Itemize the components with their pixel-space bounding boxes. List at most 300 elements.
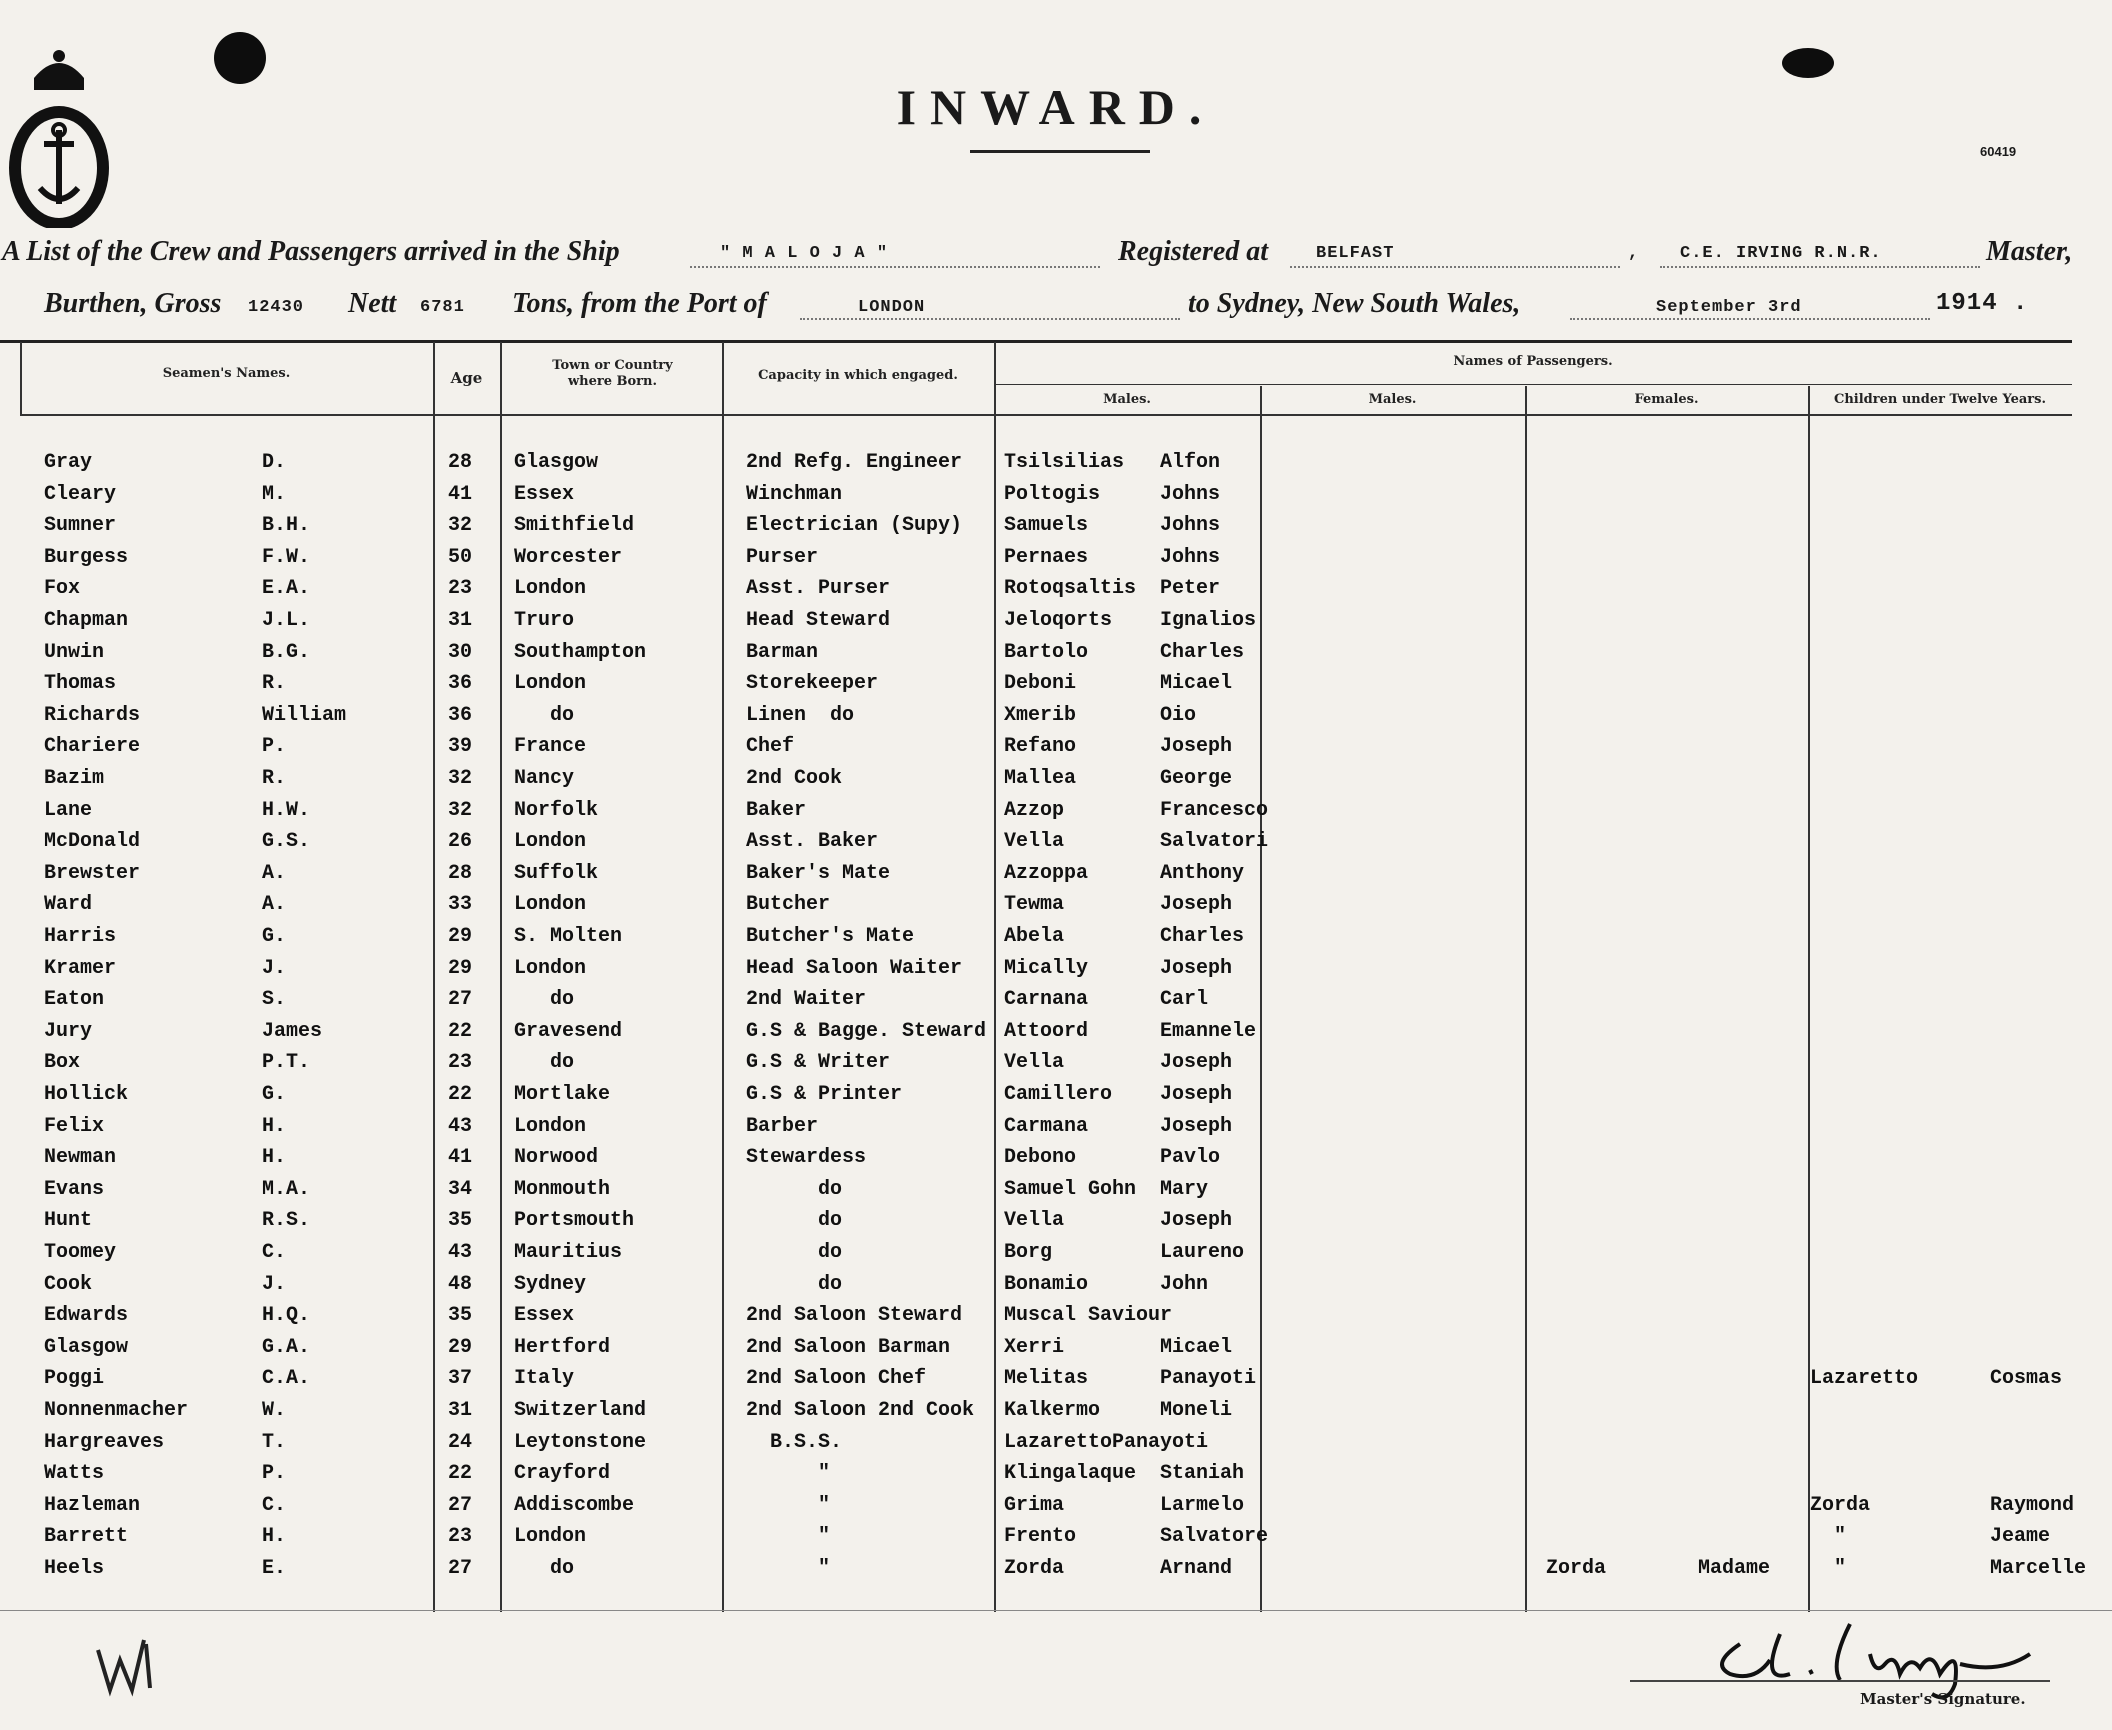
crew-age: 27: [448, 1494, 473, 1517]
crew-capacity: Winchman: [746, 483, 843, 506]
table-row: [0, 1558, 2112, 1590]
crew-birthplace: Suffolk: [514, 862, 599, 885]
crew-age: 26: [448, 830, 473, 853]
crew-initials: G.A.: [262, 1336, 311, 1359]
table-row: [0, 1147, 2112, 1179]
passenger-subheader-rule: [994, 384, 2072, 385]
table-row: [0, 800, 2112, 832]
crew-capacity: 2nd Saloon Barman: [746, 1336, 951, 1359]
passenger-surname: Samuel Gohn: [1004, 1178, 1137, 1201]
col-header-passengers: Names of Passengers.: [1453, 354, 1613, 369]
table-row: [0, 484, 2112, 516]
crew-capacity: 2nd Refg. Engineer: [746, 451, 963, 474]
table-row: [0, 768, 2112, 800]
arrival-year: 1914 .: [1936, 290, 2029, 317]
table-row: [0, 1432, 2112, 1464]
table-row: [0, 1052, 2112, 1084]
crew-age: 23: [448, 1051, 473, 1074]
crew-initials: F.W.: [262, 546, 311, 569]
crew-age: 24: [448, 1431, 473, 1454]
crew-capacity: 2nd Saloon Chef: [746, 1367, 927, 1390]
crew-birthplace: Leytonstone: [514, 1431, 647, 1454]
crew-capacity: B.S.S.: [746, 1431, 843, 1454]
passenger-surname: Melitas: [1004, 1367, 1089, 1390]
crew-capacity: 2nd Cook: [746, 767, 843, 790]
crew-capacity: ": [746, 1525, 831, 1548]
table-row: [0, 926, 2112, 958]
nett-tonnage: 6781: [420, 298, 465, 317]
child-passenger-given-name: Cosmas: [1990, 1367, 2063, 1390]
crew-surname: Heels: [44, 1557, 105, 1580]
crew-surname: Jury: [44, 1020, 93, 1043]
passenger-given-name: Francesco: [1160, 799, 1269, 822]
crew-surname: Fox: [44, 577, 81, 600]
table-row: [0, 1274, 2112, 1306]
punch-hole: [214, 32, 266, 84]
crew-surname: Hunt: [44, 1209, 93, 1232]
passenger-surname: Azzoppa: [1004, 862, 1089, 885]
passenger-given-name: Staniah: [1160, 1462, 1245, 1485]
crew-capacity: Asst. Purser: [746, 577, 891, 600]
crew-surname: Hollick: [44, 1083, 129, 1106]
crew-initials: M.A.: [262, 1178, 311, 1201]
crew-initials: H.: [262, 1146, 287, 1169]
signature-line: [1630, 1680, 2050, 1682]
passenger-given-name: Emannele: [1160, 1020, 1257, 1043]
crew-birthplace: Norwood: [514, 1146, 599, 1169]
crew-capacity: 2nd Saloon 2nd Cook: [746, 1399, 975, 1422]
crew-capacity: Butcher: [746, 893, 831, 916]
crew-birthplace: Gravesend: [514, 1020, 623, 1043]
passenger-given-name: Laureno: [1160, 1241, 1245, 1264]
table-row: [0, 1463, 2112, 1495]
passenger-given-name: Salvatore: [1160, 1525, 1269, 1548]
crew-initials: G.: [262, 925, 287, 948]
crew-age: 35: [448, 1209, 473, 1232]
table-row: [0, 1021, 2112, 1053]
passenger-surname: LazarettoPanayoti: [1004, 1431, 1209, 1454]
passenger-given-name: Pavlo: [1160, 1146, 1221, 1169]
crew-age: 22: [448, 1020, 473, 1043]
crew-capacity: do: [746, 1178, 843, 1201]
header-comma: ,: [1628, 244, 1640, 263]
crew-initials: G.S.: [262, 830, 311, 853]
passenger-given-name: Joseph: [1160, 1115, 1233, 1138]
crew-initials: H.: [262, 1115, 287, 1138]
crew-surname: Cleary: [44, 483, 117, 506]
dotted-fill: [1660, 266, 1980, 268]
passenger-given-name: Joseph: [1160, 1209, 1233, 1232]
passenger-surname: Camillero: [1004, 1083, 1113, 1106]
crew-initials: James: [262, 1020, 323, 1043]
crew-birthplace: Southampton: [514, 641, 647, 664]
passenger-given-name: Joseph: [1160, 957, 1233, 980]
crew-birthplace: Sydney: [514, 1273, 587, 1296]
crew-surname: Kramer: [44, 957, 117, 980]
passenger-given-name: Micael: [1160, 1336, 1233, 1359]
crew-capacity: Asst. Baker: [746, 830, 879, 853]
crew-birthplace: Glasgow: [514, 451, 599, 474]
passenger-surname: Xerri: [1004, 1336, 1065, 1359]
crew-initials: A.: [262, 862, 287, 885]
crew-capacity: ": [746, 1462, 831, 1485]
crew-age: 31: [448, 609, 473, 632]
passenger-surname: Pernaes: [1004, 546, 1089, 569]
crew-birthplace: Truro: [514, 609, 575, 632]
crew-initials: C.: [262, 1241, 287, 1264]
tons-port-label: Tons, from the Port of: [512, 288, 767, 319]
crew-surname: Eaton: [44, 988, 105, 1011]
passenger-given-name: Ignalios: [1160, 609, 1257, 632]
table-row: [0, 958, 2112, 990]
crew-initials: J.: [262, 957, 287, 980]
passenger-given-name: Panayoti: [1160, 1367, 1257, 1390]
crew-age: 28: [448, 862, 473, 885]
crew-surname: Felix: [44, 1115, 105, 1138]
crew-age: 22: [448, 1462, 473, 1485]
table-row: [0, 1210, 2112, 1242]
col-header-males-1: Males.: [1103, 392, 1151, 407]
crew-initials: C.: [262, 1494, 287, 1517]
crew-age: 34: [448, 1178, 473, 1201]
crew-surname: McDonald: [44, 830, 141, 853]
passenger-surname: Zorda: [1004, 1557, 1065, 1580]
crew-capacity: ": [746, 1494, 831, 1517]
passenger-surname: Mallea: [1004, 767, 1077, 790]
destination-label: to Sydney, New South Wales,: [1188, 288, 1521, 319]
crew-capacity: Barber: [746, 1115, 819, 1138]
passenger-surname: Tewma: [1004, 893, 1065, 916]
crew-surname: Gray: [44, 451, 93, 474]
crew-capacity: Stewardess: [746, 1146, 867, 1169]
crew-surname: Barrett: [44, 1525, 129, 1548]
master-signature: [1700, 1604, 2040, 1704]
table-row: [0, 610, 2112, 642]
crew-birthplace: London: [514, 893, 587, 916]
crew-age: 43: [448, 1241, 473, 1264]
title-underline: [970, 150, 1150, 153]
passenger-surname: Mically: [1004, 957, 1089, 980]
crew-initials: P.: [262, 735, 287, 758]
crew-age: 41: [448, 1146, 473, 1169]
crew-surname: Chariere: [44, 735, 141, 758]
crew-age: 27: [448, 1557, 473, 1580]
crew-surname: Harris: [44, 925, 117, 948]
crew-age: 23: [448, 1525, 473, 1548]
passenger-surname: Debono: [1004, 1146, 1077, 1169]
crew-birthplace: Essex: [514, 1304, 575, 1327]
crew-initials: P.T.: [262, 1051, 311, 1074]
crew-birthplace: London: [514, 957, 587, 980]
crew-surname: Evans: [44, 1178, 105, 1201]
passenger-surname: Muscal Saviour: [1004, 1304, 1173, 1327]
crew-age: 32: [448, 514, 473, 537]
passenger-surname: Frento: [1004, 1525, 1077, 1548]
handwritten-mark: [90, 1630, 160, 1700]
crew-capacity: Butcher's Mate: [746, 925, 915, 948]
passenger-given-name: Carl: [1160, 988, 1209, 1011]
crew-surname: Edwards: [44, 1304, 129, 1327]
crew-capacity: Linen do: [746, 704, 855, 727]
crew-initials: S.: [262, 988, 287, 1011]
child-passenger-surname: ": [1810, 1557, 1847, 1580]
crew-initials: A.: [262, 893, 287, 916]
passenger-given-name: Joseph: [1160, 735, 1233, 758]
crew-capacity: do: [746, 1273, 843, 1296]
crew-initials: E.: [262, 1557, 287, 1580]
passenger-surname: Refano: [1004, 735, 1077, 758]
passenger-surname: Vella: [1004, 1051, 1065, 1074]
crew-surname: Poggi: [44, 1367, 105, 1390]
crew-birthplace: Smithfield: [514, 514, 635, 537]
passenger-surname: Grima: [1004, 1494, 1065, 1517]
female-passenger-given-name: Madame: [1698, 1557, 1771, 1580]
crew-birthplace: Addiscombe: [514, 1494, 635, 1517]
crew-birthplace: Crayford: [514, 1462, 611, 1485]
crew-initials: H.W.: [262, 799, 311, 822]
female-passenger-surname: Zorda: [1546, 1557, 1607, 1580]
passenger-given-name: Joseph: [1160, 1083, 1233, 1106]
passenger-given-name: Oio: [1160, 704, 1197, 727]
col-header-males-2: Males.: [1368, 392, 1417, 407]
crew-initials: W.: [262, 1399, 287, 1422]
crew-capacity: Baker: [746, 799, 807, 822]
passenger-surname: Abela: [1004, 925, 1065, 948]
crew-age: 27: [448, 988, 473, 1011]
form-number: 60419: [1980, 144, 2017, 159]
crew-age: 35: [448, 1304, 473, 1327]
crew-birthplace: Hertford: [514, 1336, 611, 1359]
passenger-surname: Poltogis: [1004, 483, 1101, 506]
crew-birthplace: Mauritius: [514, 1241, 623, 1264]
crew-age: 39: [448, 735, 473, 758]
punch-hole: [1782, 48, 1834, 78]
crew-birthplace: do: [514, 988, 575, 1011]
passenger-surname: Bartolo: [1004, 641, 1089, 664]
table-row: [0, 1400, 2112, 1432]
crew-birthplace: Essex: [514, 483, 575, 506]
gross-tonnage: 12430: [248, 298, 305, 317]
passenger-given-name: Arnand: [1160, 1557, 1233, 1580]
nett-label: Nett: [348, 288, 397, 319]
table-row: [0, 1116, 2112, 1148]
crew-birthplace: S. Molten: [514, 925, 623, 948]
table-row: [0, 1526, 2112, 1558]
crew-age: 29: [448, 1336, 473, 1359]
table-row: [0, 863, 2112, 895]
crew-surname: Burgess: [44, 546, 129, 569]
table-row: [0, 894, 2112, 926]
crew-birthplace: do: [514, 704, 575, 727]
crew-surname: Richards: [44, 704, 141, 727]
passenger-surname: Carnana: [1004, 988, 1089, 1011]
passenger-given-name: Johns: [1160, 483, 1221, 506]
child-passenger-given-name: Jeame: [1990, 1525, 2051, 1548]
passenger-given-name: John: [1160, 1273, 1209, 1296]
passenger-surname: Deboni: [1004, 672, 1077, 695]
passenger-surname: Attoord: [1004, 1020, 1089, 1043]
crew-age: 29: [448, 925, 473, 948]
crew-capacity: G.S & Writer: [746, 1051, 891, 1074]
crew-initials: B.H.: [262, 514, 311, 537]
child-passenger-given-name: Raymond: [1990, 1494, 2075, 1517]
crew-capacity: Head Steward: [746, 609, 891, 632]
burthen-label: Burthen, Gross: [44, 288, 222, 319]
col-header-age: Age: [450, 369, 483, 387]
passenger-given-name: Peter: [1160, 577, 1221, 600]
crew-initials: G.: [262, 1083, 287, 1106]
table-row: [0, 705, 2112, 737]
dotted-fill: [800, 318, 1180, 320]
col-header-born: Town or Country where Born.: [552, 358, 673, 389]
passenger-given-name: Joseph: [1160, 1051, 1233, 1074]
header-bottom-rule: [20, 414, 2072, 416]
crew-birthplace: Norfolk: [514, 799, 599, 822]
passenger-given-name: Charles: [1160, 925, 1245, 948]
crew-initials: T.: [262, 1431, 287, 1454]
crew-initials: R.: [262, 672, 287, 695]
table-row: [0, 831, 2112, 863]
dotted-fill: [1570, 318, 1930, 320]
passenger-surname: Tsilsilias: [1004, 451, 1125, 474]
passenger-given-name: Joseph: [1160, 893, 1233, 916]
crew-capacity: 2nd Saloon Steward: [746, 1304, 963, 1327]
crew-capacity: do: [746, 1209, 843, 1232]
crew-birthplace: Nancy: [514, 767, 575, 790]
crew-initials: R.S.: [262, 1209, 311, 1232]
child-passenger-surname: ": [1810, 1525, 1847, 1548]
col-header-children: Children under Twelve Years.: [1833, 392, 2047, 407]
crew-initials: William: [262, 704, 347, 727]
crew-surname: Hargreaves: [44, 1431, 165, 1454]
crew-initials: M.: [262, 483, 287, 506]
table-row: [0, 989, 2112, 1021]
passenger-surname: Jeloqorts: [1004, 609, 1113, 632]
passenger-given-name: Johns: [1160, 546, 1221, 569]
crew-age: 32: [448, 767, 473, 790]
crew-birthplace: do: [514, 1051, 575, 1074]
crew-age: 32: [448, 799, 473, 822]
crew-initials: B.G.: [262, 641, 311, 664]
table-row: [0, 642, 2112, 674]
crew-age: 48: [448, 1273, 473, 1296]
crew-capacity: ": [746, 1557, 831, 1580]
arrival-date: September 3rd: [1656, 298, 1802, 317]
crew-age: 22: [448, 1083, 473, 1106]
crew-capacity: Head Saloon Waiter: [746, 957, 963, 980]
crew-surname: Watts: [44, 1462, 105, 1485]
passenger-given-name: Mary: [1160, 1178, 1209, 1201]
passenger-surname: Azzop: [1004, 799, 1065, 822]
crew-surname: Bazim: [44, 767, 105, 790]
registered-at: BELFAST: [1316, 244, 1395, 263]
crew-initials: C.A.: [262, 1367, 311, 1390]
crew-age: 50: [448, 546, 473, 569]
col-header-capacity: Capacity in which engaged.: [758, 368, 958, 383]
crew-age: 31: [448, 1399, 473, 1422]
crew-age: 28: [448, 451, 473, 474]
passenger-given-name: Johns: [1160, 514, 1221, 537]
crew-capacity: Barman: [746, 641, 819, 664]
crew-initials: H.Q.: [262, 1304, 311, 1327]
ship-name: " M A L O J A ": [720, 244, 889, 263]
crew-age: 36: [448, 704, 473, 727]
crew-capacity: G.S & Printer: [746, 1083, 903, 1106]
crew-age: 30: [448, 641, 473, 664]
port-of-departure: LONDON: [858, 298, 926, 317]
crew-capacity: Baker's Mate: [746, 862, 891, 885]
crew-surname: Brewster: [44, 862, 141, 885]
crew-birthplace: London: [514, 1525, 587, 1548]
crew-surname: Hazleman: [44, 1494, 141, 1517]
crew-birthplace: London: [514, 1115, 587, 1138]
signature-label: Master's Signature.: [1860, 1690, 2026, 1708]
col-header-seamen: Seamen's Names.: [162, 366, 291, 381]
crew-surname: Chapman: [44, 609, 129, 632]
crew-surname: Lane: [44, 799, 93, 822]
table-top-rule: [0, 340, 2072, 343]
crew-birthplace: London: [514, 577, 587, 600]
passenger-given-name: Alfon: [1160, 451, 1221, 474]
table-row: [0, 1242, 2112, 1274]
passenger-surname: Samuels: [1004, 514, 1089, 537]
crew-surname: Sumner: [44, 514, 117, 537]
passenger-given-name: Moneli: [1160, 1399, 1233, 1422]
passenger-surname: Klingalaque: [1004, 1462, 1137, 1485]
crew-initials: H.: [262, 1525, 287, 1548]
passenger-surname: Carmana: [1004, 1115, 1089, 1138]
crew-list-label: A List of the Crew and Passengers arrived in the Ship: [2, 236, 620, 267]
crew-capacity: do: [746, 1241, 843, 1264]
passenger-surname: Vella: [1004, 1209, 1065, 1232]
dotted-fill: [690, 266, 1100, 268]
table-row: [0, 452, 2112, 484]
passenger-surname: Borg: [1004, 1241, 1053, 1264]
crew-age: 36: [448, 672, 473, 695]
crew-initials: J.L.: [262, 609, 311, 632]
passenger-given-name: George: [1160, 767, 1233, 790]
table-row: [0, 1305, 2112, 1337]
dotted-fill: [1290, 266, 1620, 268]
crew-surname: Ward: [44, 893, 93, 916]
col-header-females: Females.: [1634, 392, 1699, 407]
table-row: [0, 1368, 2112, 1400]
crew-birthplace: Mortlake: [514, 1083, 611, 1106]
crew-surname: Newman: [44, 1146, 117, 1169]
crew-surname: Unwin: [44, 641, 105, 664]
crew-capacity: Purser: [746, 546, 819, 569]
passenger-given-name: Charles: [1160, 641, 1245, 664]
table-row: [0, 1337, 2112, 1369]
master-label: Master,: [1986, 236, 2073, 267]
crew-capacity: 2nd Waiter: [746, 988, 867, 1011]
registered-label: Registered at: [1118, 236, 1269, 267]
form-title: INWARD.: [896, 79, 1216, 135]
table-row: [0, 673, 2112, 705]
table-row: [0, 1179, 2112, 1211]
crew-surname: Toomey: [44, 1241, 117, 1264]
crew-surname: Glasgow: [44, 1336, 129, 1359]
table-row: [0, 578, 2112, 610]
table-row: [0, 547, 2112, 579]
crew-birthplace: do: [514, 1557, 575, 1580]
crew-age: 29: [448, 957, 473, 980]
crew-age: 33: [448, 893, 473, 916]
passenger-surname: Vella: [1004, 830, 1065, 853]
passenger-surname: Rotoqsaltis: [1004, 577, 1137, 600]
table-row: [0, 1084, 2112, 1116]
passenger-given-name: Micael: [1160, 672, 1233, 695]
